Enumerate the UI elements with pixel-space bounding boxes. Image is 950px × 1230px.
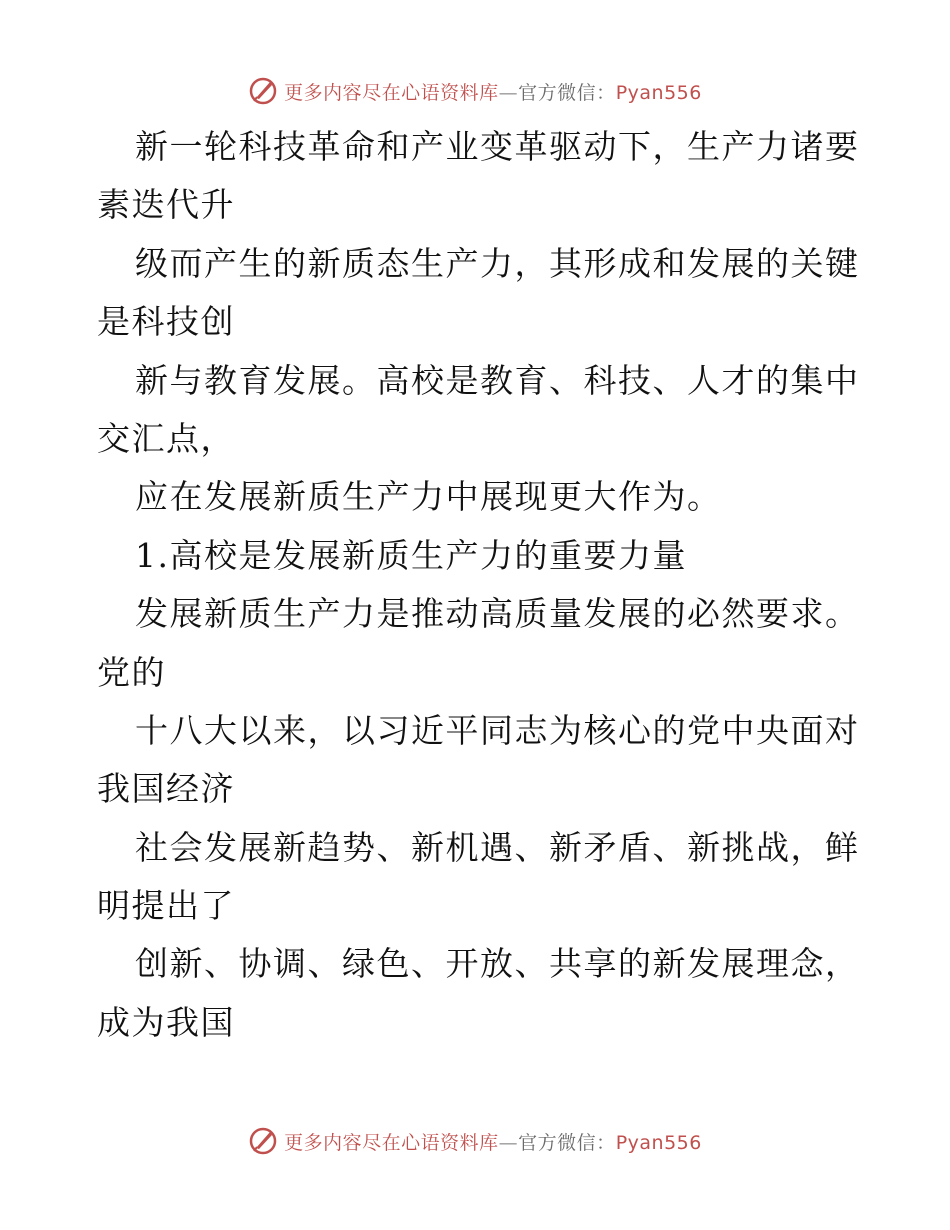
paragraph-line: 创新、协调、绿色、开放、共享的新发展理念， xyxy=(135,944,860,984)
section-heading: 1.高校是发展新质生产力的重要力量 xyxy=(135,535,687,575)
paragraph-line: 新与教育发展。高校是教育、科技、人才的集中 xyxy=(135,360,860,400)
paragraph-line: 应在发展新质生产力中展现更大作为。 xyxy=(135,477,722,517)
paragraph-line: 十八大以来，以习近平同志为核心的党中央面对 xyxy=(135,710,860,750)
paragraph-line: 社会发展新趋势、新机遇、新矛盾、新挑战，鲜 xyxy=(135,827,860,867)
paragraph-line: 新一轮科技革命和产业变革驱动下，生产力诸要 xyxy=(135,127,860,166)
paragraph-line: 我国经济 xyxy=(97,769,235,809)
banner-brand: 更多内容尽在心语资料库 xyxy=(284,81,499,104)
paragraph-line: 党的 xyxy=(97,652,166,692)
paragraph-line: 发展新质生产力是推动高质量发展的必然要求。 xyxy=(135,594,860,634)
header-banner-text xyxy=(284,78,702,105)
banner-wechat-id: Pyan556 xyxy=(615,81,702,104)
header-banner xyxy=(0,71,950,111)
paragraph-line: 素迭代升 xyxy=(97,185,235,225)
paragraph-line: 级而产生的新质态生产力，其形成和发展的关键 xyxy=(135,243,860,283)
quill-pen-logo-icon xyxy=(248,76,278,106)
banner-separator: — xyxy=(498,81,519,104)
paragraph-line: 交汇点， xyxy=(97,418,235,458)
paragraph-line: 明提出了 xyxy=(97,886,235,926)
paragraph-line: 是科技创 xyxy=(97,302,235,342)
footer-banner-text xyxy=(284,1128,702,1155)
banner-separator: — xyxy=(498,1131,519,1154)
banner-wechat-id: Pyan556 xyxy=(615,1131,702,1154)
banner-brand: 更多内容尽在心语资料库 xyxy=(284,1131,499,1154)
footer-banner xyxy=(0,1121,950,1161)
banner-wechat-label: 官方微信： xyxy=(518,1131,616,1154)
document-body xyxy=(97,118,860,1052)
paragraph-line: 成为我国 xyxy=(97,1002,235,1042)
quill-pen-logo-icon xyxy=(248,1126,278,1156)
banner-wechat-label: 官方微信： xyxy=(518,81,616,104)
